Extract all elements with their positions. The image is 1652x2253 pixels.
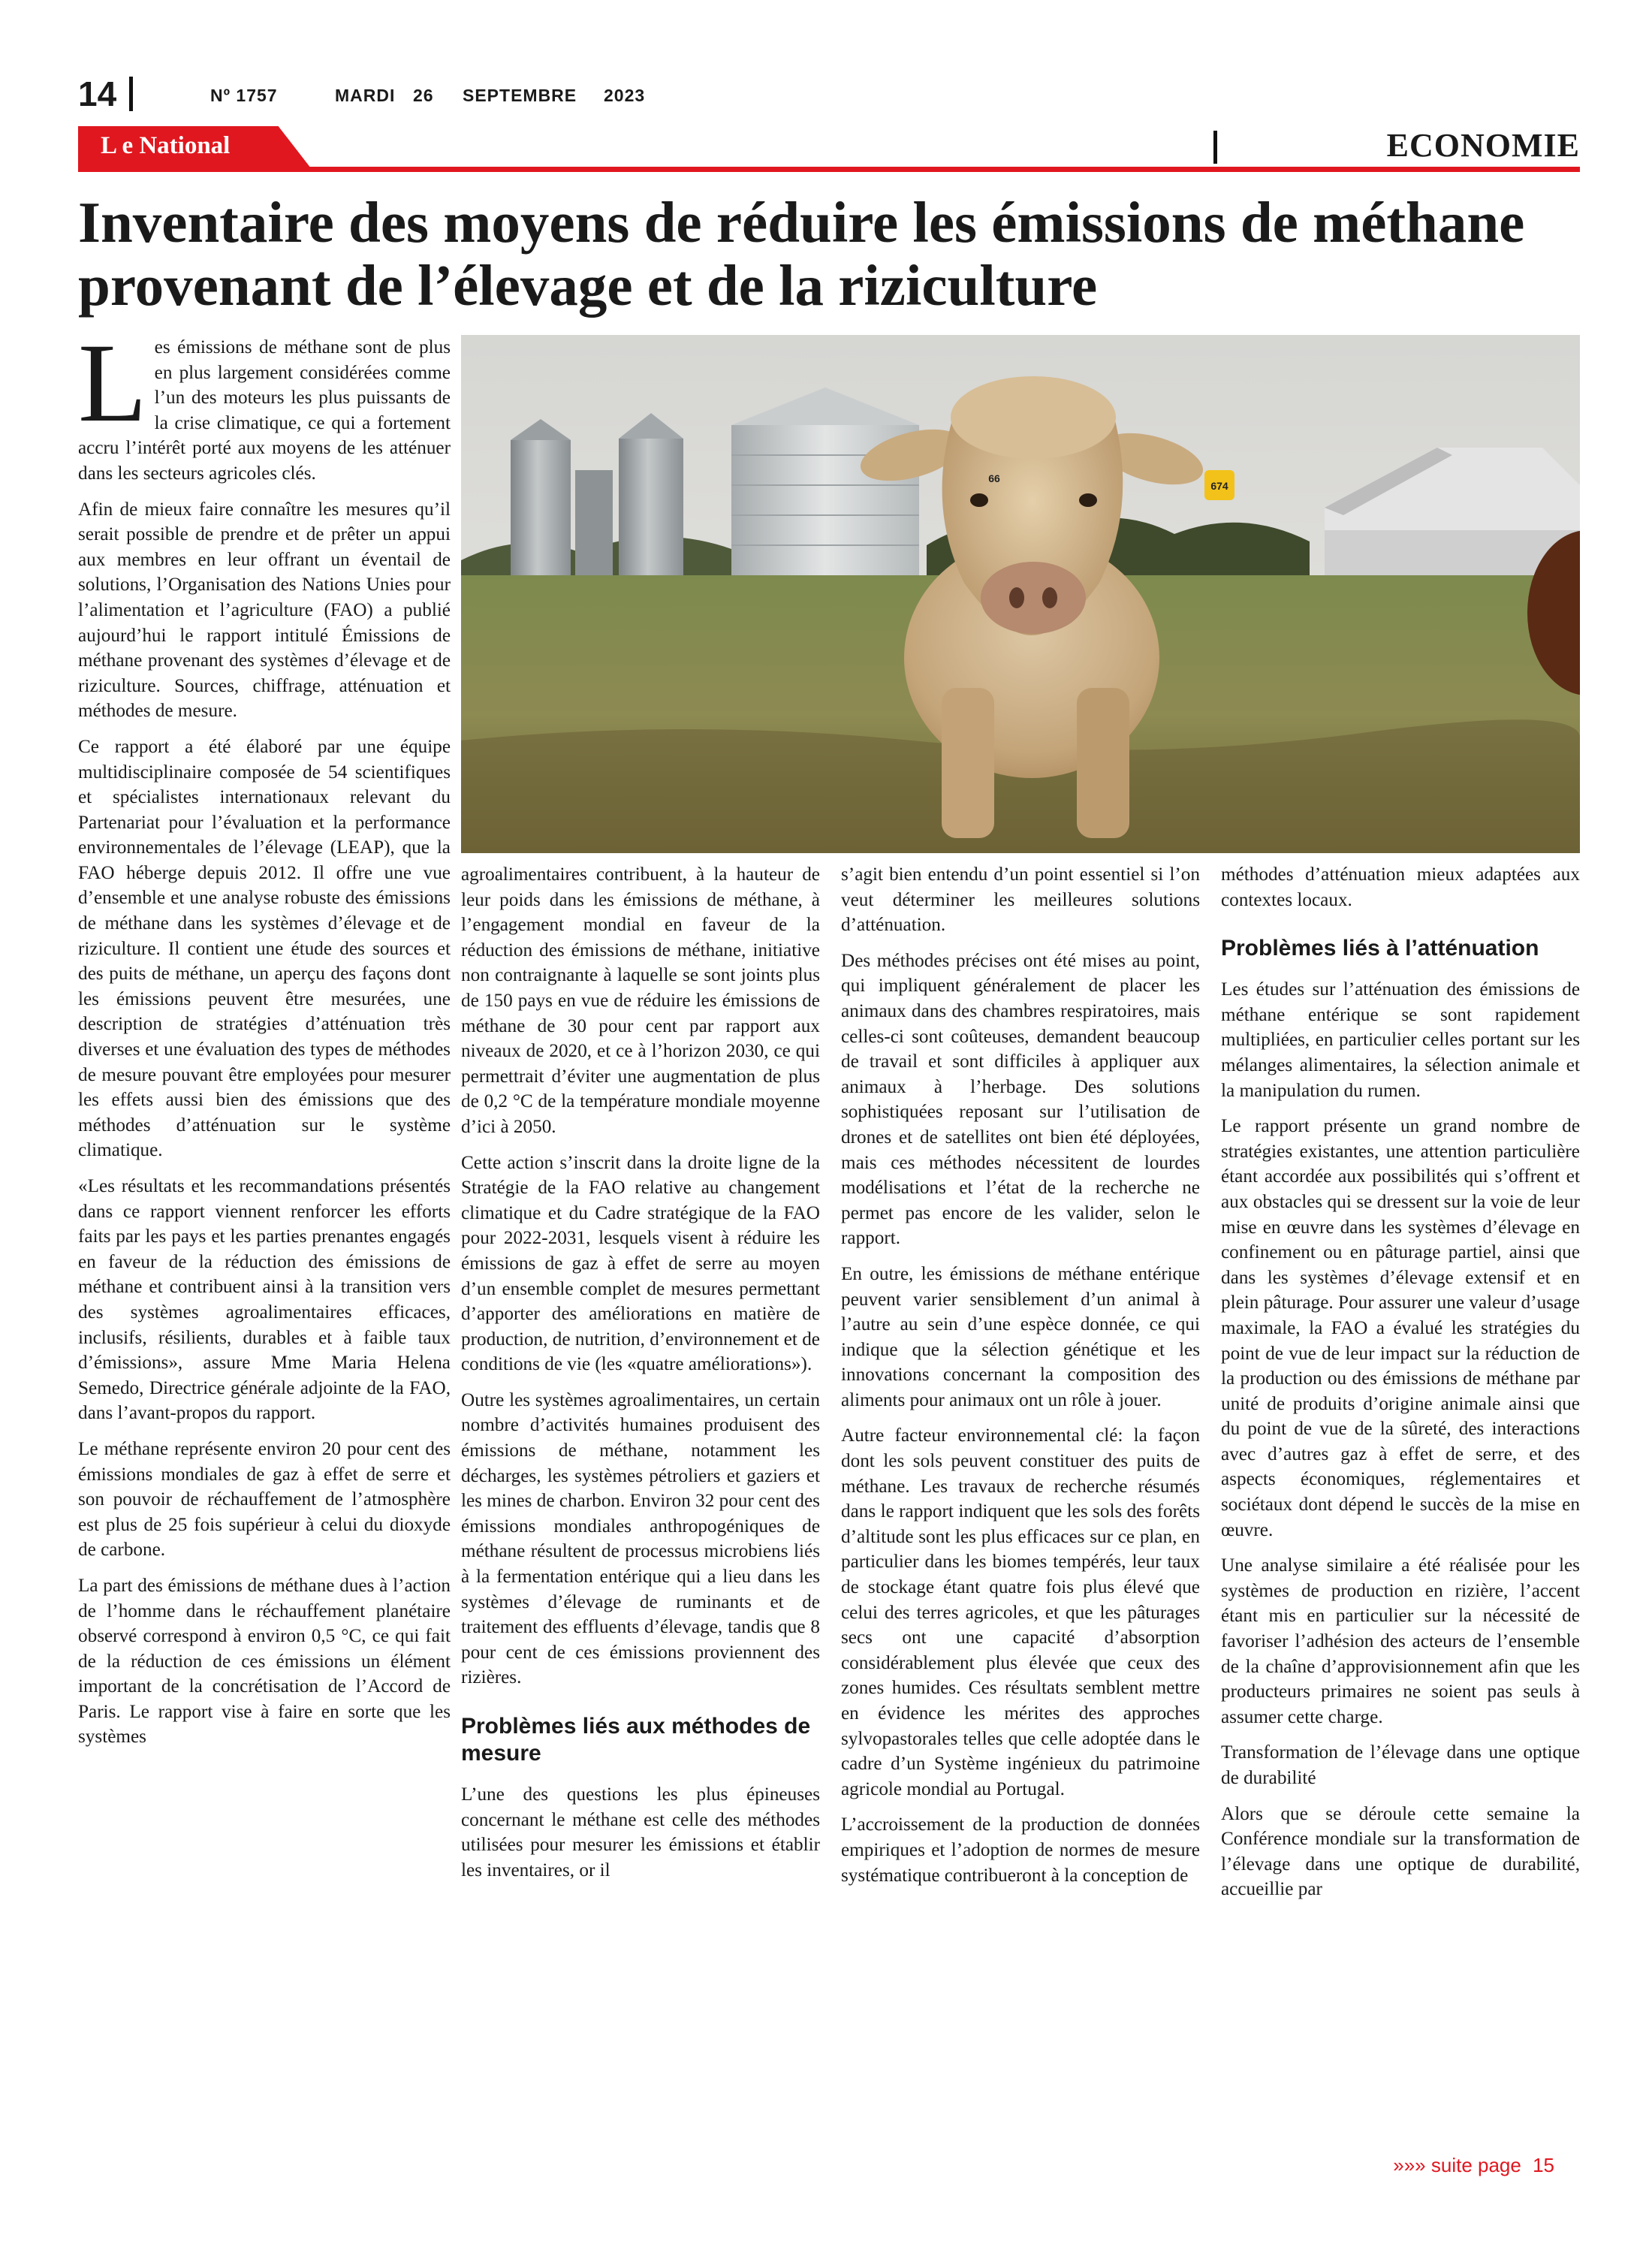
article-paragraph: Alors que se déroule cette semaine la Conférence mondiale sur la transformation de l’élevage dans une optique de durabilité, accueillie par [1221, 1803, 1580, 1900]
page-number: 14 [78, 74, 117, 113]
section-rubric: ECONOMIE [1386, 127, 1580, 164]
continuation-label: suite page [1430, 2154, 1521, 2176]
article-paragraph: Une analyse similaire a été réalisée pour les systèmes de production en rizière, l’accent étant mis en particulier sur la nécessité de favoriser l’adhésion des acteurs de l’ensemble de la chaîne d’approvisionnement afin que les producteurs primaires ne soient pas seuls à assumer cette charge. [1221, 1555, 1580, 1727]
drop-cap: L [78, 321, 147, 445]
section-band [78, 126, 1580, 177]
article-paragraph: Autre facteur environnemental clé: la façon dont les sols peuvent constituer des puits de méthane. Les travaux de recherche résumés dans le rapport indiquent que les sols des forêts d’altitude sont les plus efficaces sur ce plan, en particulier dans les biomes tempérés, leur taux de stockage étant quatre fois plus élevé que celui des terres agricoles, et que les pâturages secs ont une capacité d’absorption considérablement plus élevée que ceux des zones humides. Ces résultats semblent mettre en évidence les mérites des approches sylvopastorales telles que celle adoptée dans le cadre d’un Système ingénieux du patrimoine agricole mondial au Portugal. [841, 1425, 1200, 1799]
article-column-2 [461, 862, 820, 1893]
article-paragraph: «Les résultats et les recommandations présentés dans ce rapport viennent renforcer les efforts faits par les pays et les parties prenantes engagés en faveur de la réduction des émissions de méthane et contribuent ainsi à la transition vers des systèmes agroalimentaires efficaces, inclusifs, résilients, durables et à faible taux d’émissions», assure Mme Maria Helena Semedo, Directrice générale adjointe de la FAO, dans l’avant-propos du rapport. [78, 1176, 451, 1424]
page-number-divider [129, 77, 133, 111]
article-paragraph: Cette action s’inscrit dans la droite ligne de la Stratégie de la FAO relative au changement climatique et du Cadre stratégique de la FAO pour 2022-2031, lesquels visent à réduire les émissions de gaz à effet de serre au moyen d’un ensemble complet de mesures permettant d’apporter des améliorations en matière de production, de nutrition, d’environnement et de conditions de vie (les «quatre améliorations»). [461, 1152, 820, 1375]
article-paragraph: Outre les systèmes agroalimentaires, un certain nombre d’activités humaines produisent des émissions de méthane, notamment les décharges, les systèmes pétroliers et gaziers et les mines de charbon. Environ 32 pour cent des émissions mondiales anthropogéniques de méthane résultent de processus microbiens liés à la fermentation entérique qui a lieu dans les systèmes d’élevage de ruminants et de traitement des effluents d’élevage, tandis que 8 pour cent de ces émissions proviennent des rizières. [461, 1389, 820, 1688]
article-paragraph: agroalimentaires contribuent, à la hauteur de leur poids dans les émissions de méthane, à l’engagement mondial en faveur de la réduction des émissions de méthane, initiative non contraignante à laquelle se sont joints plus de 150 pays en vue de réduire les émissions de méthane de 30 pour cent par rapport aux niveaux de 2020, et ce à l’horizon 2030, ce qui permettrait d’éviter une augmentation de plus de 0,2 °C de la température mondiale moyenne d’ici à 2050. [461, 864, 820, 1137]
article-paragraph: L’accroissement de la production de données empiriques et l’adoption de normes de mesure systématique contribueront à la conception de [841, 1814, 1200, 1886]
article-paragraph: Afin de mieux faire connaître les mesures qu’il serait possible de prendre et de prêter un appui aux membres en leur offrant un éventail de solutions, l’Organisation des Nations Unies pour l’alimentation et l’agriculture (FAO) a publié aujourd’hui le rapport intitulé Émissions de méthane provenant des systèmes d’élevage et de riziculture. Sources, chiffrage, atténuation et méthodes de mesure. [78, 499, 451, 722]
article-paragraph: Des méthodes précises ont été mises au point, qui impliquent généralement de placer les animaux dans des chambres respiratoires, mais celles-ci sont coûteuses, demandent beaucoup de travail et sont difficiles à appliquer aux animaux à l’herbage. Des solutions sophistiquées reposant sur l’utilisation de drones et de satellites ont bien été déployées, mais ces méthodes nécessitent de lourdes modélisations et l’état de la recherche ne permet pas encore de les valider, selon le rapport. [841, 950, 1200, 1249]
date-weekday: MARDI [335, 86, 396, 105]
article-subheading: Problèmes liés à l’atténuation [1221, 936, 1539, 961]
section-rule [78, 167, 1580, 172]
article-paragraph: méthodes d’atténuation mieux adaptées aux contextes locaux. [1221, 864, 1580, 910]
article-paragraph: Le rapport présente un grand nombre de stratégies existantes, une attention particulière étant accordée aux possibilités qui s’offrent et aux obstacles qui se dressent sur la voie de leur mise en œuvre dans les systèmes d’élevage en confinement ou en pâturage partiel, ainsi que dans les systèmes d’élevage extensif et en plein pâturage. Pour assurer une valeur d’usage maximale, la FAO a évalué les stratégies du point de vue de leur impact sur la réduction de la production ou des émissions de méthane par unité de produits d’origine animale ainsi que du point de vue de la sûreté, des interactions avec d’autres gaz à effet de serre, et des aspects économiques, réglementaires et sociétaux dont dépend le succès de la mise en œuvre. [1221, 1116, 1580, 1540]
page-meta [78, 72, 1580, 117]
article-paragraph: s’agit bien entendu d’un point essentiel si l’on veut déterminer les meilleures solutions d’atténuation. [841, 864, 1200, 936]
issue-number: Nº 1757 [210, 86, 278, 105]
article-paragraph: L’une des questions les plus épineuses concernant le méthane est celle des méthodes utilisées pour mesurer les émissions et établir les inventaires, or il [461, 1784, 820, 1881]
date-day: 26 [413, 86, 434, 105]
article-column-3 [841, 862, 1200, 1899]
cow-silos-illustration [461, 335, 1580, 853]
article-column-4 [1221, 862, 1580, 1913]
article-paragraph: Ce rapport a été élaboré par une équipe multidisciplinaire composée de 54 scientifiques et spécialistes internationaux relevant du Partenariat pour l’évaluation et la performance environnementales de l’élevage (LEAP), que la FAO héberge depuis 2012. Il offre une vue d’ensemble et une analyse robuste des émissions de méthane dans les systèmes d’élevage et de riziculture. Il contient une étude des sources et des puits de méthane, un aperçu des façons dont les émissions peuvent être mesurées, une description de stratégies d’atténuation très diverses et une évaluation des types de méthodes de mesure pouvant être employées pour mesurer les effets aussi bien des émissions que des méthodes d’atténuation sur le système climatique. [78, 736, 451, 1161]
rubric-divider [1213, 131, 1217, 164]
continuation-link[interactable] [1393, 2154, 1554, 2177]
article-paragraph: En outre, les émissions de méthane entérique peuvent varier sensiblement d’un animal à l’autre au sein d’une espèce donnée, ce qui indique que la sélection génétique et les innovations concernant la composition des aliments pour animaux ont un rôle à jouer. [841, 1263, 1200, 1410]
article-lead-text: es émissions de méthane sont de plus en plus largement considérées comme l’un des moteurs les plus puissants de la crise climatique, ce qui a fortement accru l’intérêt porté aux moyens de les atténuer dans les secteurs agricoles clés. [78, 337, 451, 484]
continuation-arrows: »»» [1393, 2154, 1426, 2176]
ear-tag-number: 674 [1210, 480, 1228, 492]
article-paragraph: Les études sur l’atténuation des émissions de méthane entérique se sont rapidement multipliées, en particulier celles portant sur les mélanges alimentaires, la sélection animale et la manipulation du rumen. [1221, 979, 1580, 1101]
article-paragraph: La part des émissions de méthane dues à l’action de l’homme dans le réchauffement planétaire observé correspond à environ 0,5 °C, ce qui fait de la réduction de ces émissions un élément important de la concrétisation de l’Accord de Paris. Le rapport vise à faire en sorte que les systèmes [78, 1575, 451, 1748]
publication-name: L e National [101, 132, 231, 159]
article-column-1 [78, 321, 451, 1760]
article-paragraph: Transformation de l’élevage dans une optique de durabilité [1221, 1742, 1580, 1788]
continuation-page: 15 [1533, 2154, 1554, 2176]
article-headline: Inventaire des moyens de réduire les émissions de méthane provenant de l’élevage et de la riziculture [78, 190, 1525, 318]
date-year: 2023 [604, 86, 646, 105]
ear-tag-number: 66 [988, 472, 1000, 484]
article-paragraph: Le méthane représente environ 20 pour cent des émissions mondiales de gaz à effet de serre et son pouvoir de réchauffement de l’atmosphère est plus de 25 fois supérieur à celui du dioxyde de carbone. [78, 1438, 451, 1561]
article-photo [461, 335, 1580, 853]
date-month: SEPTEMBRE [463, 86, 577, 105]
article-subheading: Problèmes liés aux méthodes de mesure [461, 1714, 811, 1766]
article-paragraph [78, 321, 451, 487]
